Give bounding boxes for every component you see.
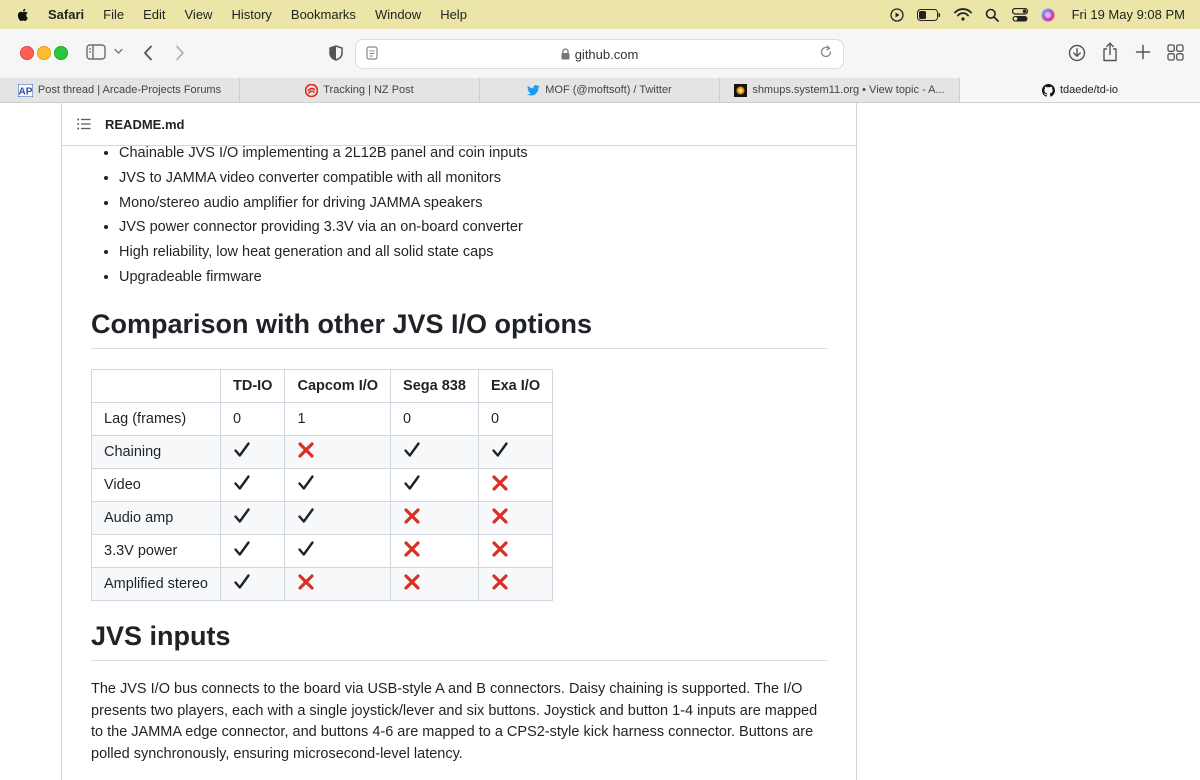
share-icon (1102, 42, 1118, 62)
check-icon (391, 436, 479, 469)
download-icon (1068, 44, 1086, 62)
url-text: github.com (574, 46, 639, 62)
table-header-cell: TD-IO (221, 370, 285, 403)
cross-icon (391, 568, 479, 601)
menu-clock[interactable]: Fri 19 May 9:08 PM (1071, 7, 1185, 22)
list-item: • Upgradeable firmware (119, 265, 856, 290)
check-icon (285, 469, 391, 502)
readme-file-name[interactable]: README.md (105, 116, 185, 132)
table-row (92, 568, 553, 601)
check-icon (285, 502, 391, 535)
page-menu-icon[interactable] (366, 46, 378, 60)
readme-panel (61, 103, 857, 780)
chevron-right-icon (175, 45, 185, 61)
cross-icon (391, 535, 479, 568)
address-bar[interactable] (355, 39, 844, 69)
table-cell: 1 (285, 403, 391, 436)
check-icon (221, 436, 285, 469)
check-icon (478, 436, 552, 469)
table-row (92, 502, 553, 535)
menu-bookmarks[interactable]: Bookmarks (290, 7, 356, 22)
menu-edit[interactable]: Edit (143, 7, 166, 22)
tab-label: Tracking | NZ Post (323, 84, 414, 96)
apple-icon[interactable] (15, 7, 31, 23)
menu-window[interactable]: Window (374, 7, 422, 22)
menu-view[interactable]: View (184, 7, 213, 22)
menu-help[interactable]: Help (440, 7, 467, 22)
table-row-label: Lag (frames) (92, 403, 221, 436)
tab-overview-button[interactable] (1167, 44, 1184, 61)
table-body (92, 403, 553, 601)
markdown-body (91, 145, 828, 780)
status-area (890, 0, 1185, 29)
sidebar-icon (86, 44, 106, 60)
tab-twitter[interactable] (480, 78, 720, 102)
minimize-window-button[interactable] (37, 46, 51, 60)
readme-header (62, 103, 856, 146)
comparison-table (91, 369, 553, 601)
tab-label: Post thread | Arcade-Projects Forums (37, 84, 222, 96)
downloads-button[interactable] (1068, 44, 1086, 62)
table-header-cell: Exa I/O (478, 370, 552, 403)
tab-td-io[interactable] (960, 78, 1200, 102)
wifi-icon[interactable] (954, 8, 972, 21)
check-icon (221, 502, 285, 535)
cross-icon (478, 469, 552, 502)
table-cell: 0 (221, 403, 285, 436)
forward-button[interactable] (175, 45, 185, 61)
new-tab-button[interactable] (1135, 44, 1151, 60)
lock-icon (561, 48, 570, 60)
page-viewport (0, 103, 1200, 780)
table-cell: 0 (478, 403, 552, 436)
tab-label: tdaede/td-io (1059, 84, 1119, 96)
cross-icon (478, 568, 552, 601)
chevron-left-icon (143, 45, 153, 61)
twitter-favicon (527, 85, 540, 96)
share-button[interactable] (1102, 42, 1118, 62)
table-header-row (92, 370, 553, 403)
feature-list (91, 141, 856, 290)
menu-file[interactable]: File (103, 7, 125, 22)
spotlight-search-icon[interactable] (985, 8, 999, 22)
sidebar-toggle-button[interactable] (86, 44, 106, 60)
comparison-heading: Comparison with other JVS I/O options (91, 309, 828, 349)
list-item: • High reliability, low heat generation and all solid state caps (119, 240, 856, 265)
cross-icon (391, 502, 479, 535)
menu-bar (0, 0, 1200, 29)
list-item: • JVS to JAMMA video converter compatible with all monitors (119, 166, 856, 191)
table-row (92, 436, 553, 469)
list-unordered-icon (77, 118, 91, 130)
sidebar-menu-button[interactable] (114, 48, 123, 55)
table-header-cell: Capcom I/O (285, 370, 391, 403)
now-playing-icon[interactable] (890, 8, 904, 22)
table-row (92, 535, 553, 568)
close-window-button[interactable] (20, 46, 34, 60)
menu-history[interactable]: History (231, 7, 272, 22)
shield-icon (329, 45, 343, 61)
tab-label: shmups.system11.org • View topic - A... (752, 84, 945, 96)
menu-app-name[interactable]: Safari (48, 7, 85, 22)
table-cell: 0 (391, 403, 479, 436)
table-row (92, 469, 553, 502)
tab-label: MOF (@moftsoft) / Twitter (545, 84, 672, 96)
table-row-label: 3.3V power (92, 535, 221, 568)
check-icon (221, 535, 285, 568)
cross-icon (478, 535, 552, 568)
table-row-label: Video (92, 469, 221, 502)
jvs-inputs-section (91, 621, 828, 661)
comparison-section (91, 309, 828, 349)
plus-icon (1135, 44, 1151, 60)
cross-icon (285, 436, 391, 469)
check-icon (285, 535, 391, 568)
list-item: • JVS power connector providing 3.3V via an on-board converter (119, 215, 856, 240)
github-favicon (1042, 84, 1055, 97)
cross-icon (285, 568, 391, 601)
browser-toolbar (0, 29, 1200, 78)
arcade-projects-favicon (18, 84, 33, 97)
jvs-inputs-paragraph: The JVS I/O bus connects to the board via USB-style A and B connectors. Daisy chaining is supported. The I/O presents two players, each with a single joystick/lever and six buttons. Joystick and button 1-4 inputs are mapped to the JAMMA edge connector, and buttons 4-6 are mapped to a CPS2-style kick harness connector. Buttons are polled synchronously, ensuring microsecond-level latency. (91, 681, 818, 762)
battery-icon[interactable] (917, 9, 941, 21)
tab-overview-icon (1167, 44, 1184, 61)
tab-nz-post[interactable] (240, 78, 480, 102)
check-icon (391, 469, 479, 502)
tab-shmups[interactable] (720, 78, 960, 102)
cross-icon (478, 502, 552, 535)
chevron-down-icon (114, 48, 123, 55)
control-center-icon[interactable] (1012, 8, 1028, 22)
table-row-label: Chaining (92, 436, 221, 469)
check-icon (221, 568, 285, 601)
back-button[interactable] (143, 45, 153, 61)
svg-text:AP: AP (18, 86, 33, 97)
tab-bar (0, 78, 1200, 103)
jvs-inputs-heading: JVS inputs (91, 621, 828, 661)
list-item: • Chainable JVS I/O implementing a 2L12B panel and coin inputs (119, 141, 856, 166)
list-item: • Mono/stereo audio amplifier for driving JAMMA speakers (119, 191, 856, 216)
table-header-cell (92, 370, 221, 403)
shmups-favicon (734, 84, 747, 97)
table-row-label: Audio amp (92, 502, 221, 535)
outline-menu-button[interactable] (77, 118, 91, 130)
table-row-label: Amplified stereo (92, 568, 221, 601)
table-header-cell: Sega 838 (391, 370, 479, 403)
table-row (92, 403, 553, 436)
nz-post-favicon (305, 84, 318, 97)
siri-icon[interactable] (1041, 8, 1055, 22)
zoom-window-button[interactable] (54, 46, 68, 60)
tab-arcade-projects[interactable] (0, 78, 240, 102)
reload-icon[interactable] (819, 45, 833, 59)
privacy-report-button[interactable] (329, 45, 343, 61)
check-icon (221, 469, 285, 502)
